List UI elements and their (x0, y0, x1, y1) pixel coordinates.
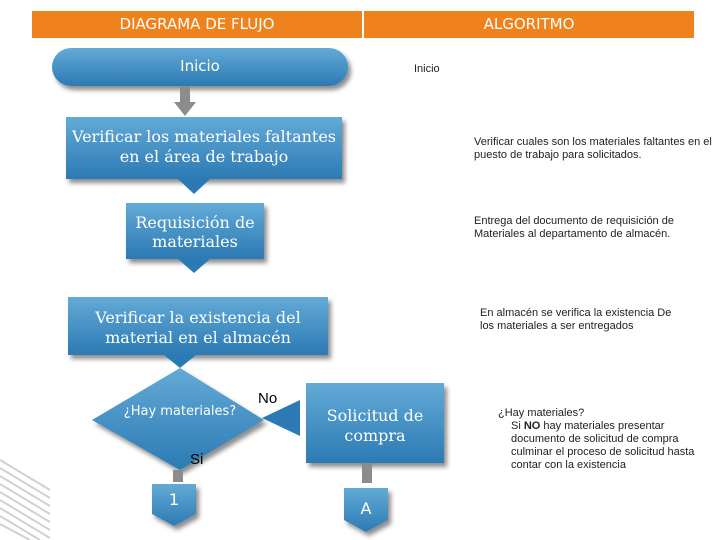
decision-label: ¿Hay materiales? (123, 404, 237, 419)
algo-step4-question: ¿Hay materiales? (498, 407, 585, 419)
verify-existence-pointer (164, 355, 196, 368)
algo-step4-prefix: Si (511, 420, 524, 432)
verify-existence-label: Verificar la existencia del material en el almacén (95, 308, 301, 347)
no-label: No (258, 390, 278, 407)
verify-missing-pointer (178, 179, 210, 194)
arrow-request-to-a (362, 463, 372, 483)
algo-step4-no: NO (523, 420, 541, 432)
verify-missing-label: Verificar los materiales faltantes en el área de trabajo (71, 127, 337, 166)
requisition-pointer (178, 259, 210, 273)
arrow-decision-to-1 (173, 470, 183, 482)
connector-a-label: A (360, 499, 372, 518)
algo-step1: Verificar cuales son los materiales faltantes en el puesto de trabajo para solicitados. (474, 136, 712, 161)
start-label: Inicio (180, 57, 220, 75)
requisition-label: Requisición de materiales (135, 213, 255, 251)
yes-label: Si (190, 451, 204, 468)
algo-step4-body (496, 420, 706, 472)
algo-step4-rest: hay materiales presentar documento de solicitud de compra culminar el proceso de solicitud hasta contar con la existencia (511, 420, 695, 471)
algo-step2: Entrega del documento de requisición de Materiales al departamento de almacén. (474, 215, 674, 240)
header-flowchart: DIAGRAMA DE FLUJO (32, 11, 362, 38)
purchase-request-label: Solicitud de compra (326, 406, 424, 445)
header-algorithm: ALGORITMO (364, 11, 694, 38)
arrow-start-to-verify (174, 86, 196, 116)
algo-step4 (496, 407, 706, 472)
connector-1-label: 1 (168, 490, 180, 509)
algo-start: Inicio (414, 63, 440, 75)
algo-step3: En almacén se verifica la existencia De los materiales a ser entregados (480, 307, 672, 332)
